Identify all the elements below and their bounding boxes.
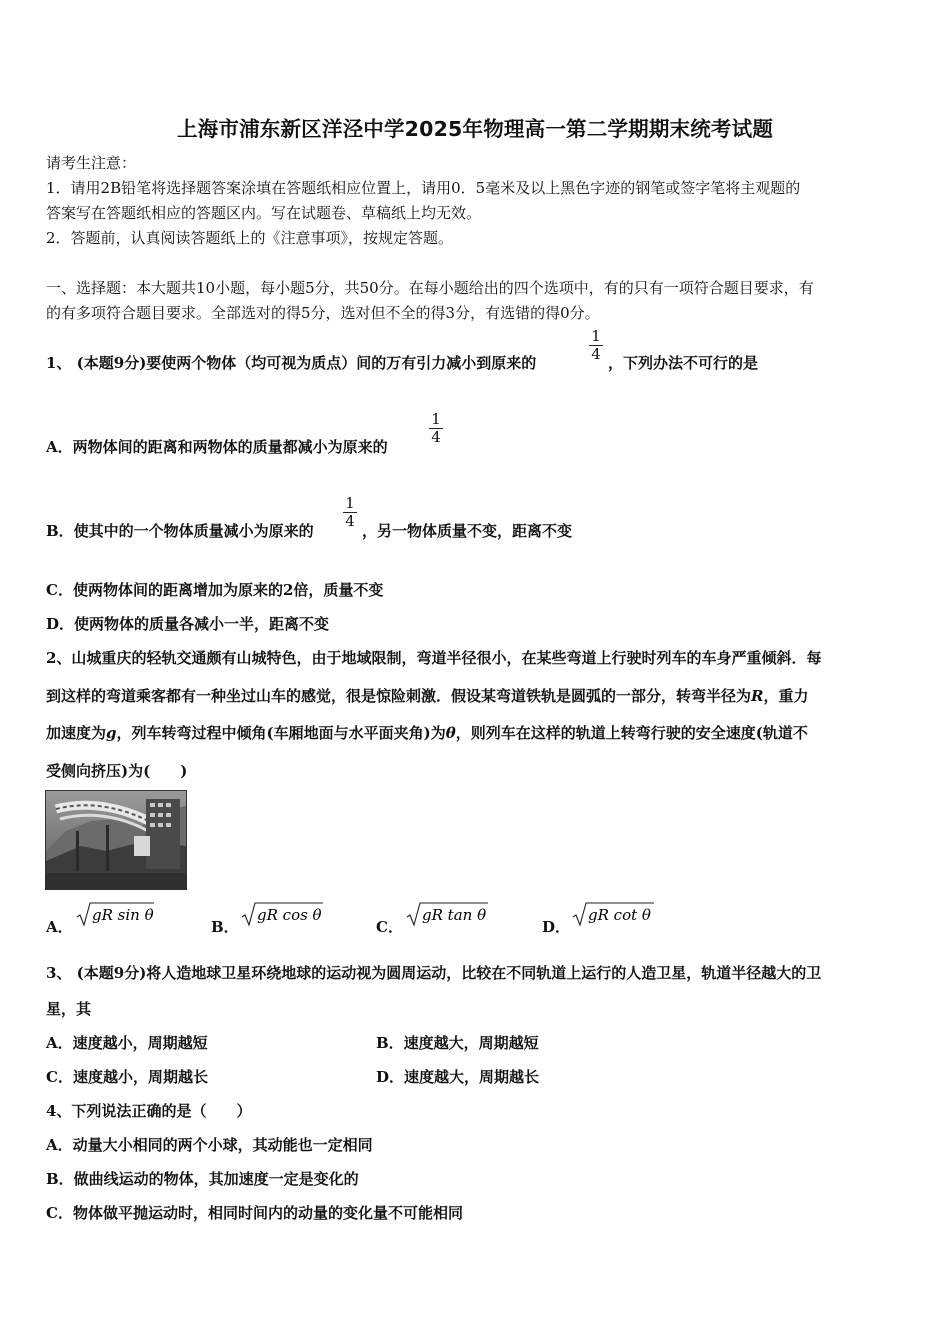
- q2-line-3-tail: ，则列车在这样的轨道上转弯行驶的安全速度(轨道不: [455, 724, 808, 742]
- q1-option-b-fraction: [342, 495, 358, 530]
- notice-line-1b: 答案写在答题纸相应的答题区内。写在试题卷、草稿纸上均无效。: [46, 204, 482, 222]
- q1-option-c: C．使两物体间的距离增加为原来的2倍，质量不变: [46, 581, 384, 599]
- notice-heading: 请考生注意：: [46, 154, 137, 172]
- q2-option-d-label: D．: [542, 918, 571, 936]
- q1-stem-fraction: [588, 328, 604, 363]
- q2-line-2: [46, 685, 809, 706]
- fraction-denominator: 4: [345, 512, 355, 530]
- q4-option-c: C．物体做平抛运动时，相同时间内的动量的变化量不可能相同: [46, 1204, 463, 1222]
- q2-line-3-text: 加速度为: [46, 724, 107, 742]
- q2-option-c-formula: [406, 901, 490, 927]
- section-intro-line-2: 的有多项符合题目要求。全部选对的得5分，选对但不全的得3分，有选错的得0分。: [46, 304, 600, 322]
- q2-line-4: 受侧向挤压)为( ): [46, 762, 188, 780]
- var-R: R: [751, 687, 764, 705]
- q4-option-a: A．动量大小相同的两个小球，其动能也一定相同: [46, 1136, 373, 1154]
- var-g: g: [106, 724, 117, 742]
- q3-option-a: A．速度越小，周期越短: [46, 1034, 208, 1052]
- q2-option-b-formula: [241, 901, 325, 927]
- q2-line-2-tail: ，重力: [763, 687, 809, 705]
- fraction-denominator: 4: [591, 345, 601, 363]
- q1-option-b-tail: ，另一物体质量不变，距离不变: [362, 522, 573, 540]
- fraction-numerator: 1: [345, 494, 355, 512]
- monorail-photo: [45, 790, 187, 890]
- q2-option-a-expr: gR sin θ: [92, 906, 154, 924]
- q2-option-a-label: A．: [46, 918, 73, 936]
- q2-option-c-expr: gR tan θ: [422, 906, 487, 924]
- notice-line-2: 2．答题前，认真阅读答题纸上的《注意事项》，按规定答题。: [46, 229, 454, 247]
- q2-line-1: 2、山城重庆的轻轨交通颇有山城特色，由于地域限制，弯道半径很小，在某些弯道上行驶时列车的车身严重倾斜．每: [46, 649, 822, 667]
- q1-stem-text: 1、 (本题9分)要使两个物体（均可视为质点）间的万有引力减小到原来的: [46, 354, 537, 372]
- q2-option-b-expr: gR cos θ: [257, 906, 322, 924]
- q3-option-d: D．速度越大，周期越长: [376, 1068, 540, 1086]
- q1-stem-tail: ，下列办法不可行的是: [608, 354, 759, 372]
- q2-option-b-label: B．: [211, 918, 239, 936]
- q2-line-2-text: 到这样的弯道乘客都有一种坐过山车的感觉，很是惊险刺激．假设某弯道铁轨是圆弧的一部分，转弯半径为: [46, 687, 752, 705]
- q1-stem: [46, 352, 536, 373]
- q3-line-1: 3、 (本题9分)将人造地球卫星环绕地球的运动视为圆周运动，比较在不同轨道上运行的人造卫星，轨道半径越大的卫: [46, 964, 822, 982]
- fraction-numerator: 1: [431, 410, 441, 428]
- q1-option-a: A．两物体间的距离和两物体的质量都减小为原来的: [46, 438, 388, 456]
- q2-line-3-mid: ，列车转弯过程中倾角(车厢地面与水平面夹角)为: [116, 724, 446, 742]
- q1-option-b: B．使其中的一个物体质量减小为原来的: [46, 522, 314, 540]
- q3-option-b: B．速度越大，周期越短: [376, 1034, 539, 1052]
- q4-option-b: B．做曲线运动的物体，其加速度一定是变化的: [46, 1170, 359, 1188]
- notice-line-1a: 1．请用2B铅笔将选择题答案涂填在答题纸相应位置上，请用0．5毫米及以上黑色字迹的钢笔或签字笔将主观题的: [46, 179, 801, 197]
- q2-option-a-formula: [76, 901, 156, 927]
- section-intro-line-1: 一、选择题：本大题共10小题，每小题5分，共50分。在每小题给出的四个选项中，有的只有一项符合题目要求，有: [46, 279, 814, 297]
- q3-line-2: 星，其: [46, 1000, 92, 1018]
- monorail-photo-graphic: [46, 791, 186, 889]
- fraction-denominator: 4: [431, 428, 441, 446]
- var-theta: θ: [445, 724, 456, 742]
- q2-option-c-label: C．: [376, 918, 403, 936]
- page-title: 上海市浦东新区洋泾中学2025年物理高一第二学期期末统考试题: [176, 117, 774, 141]
- q4-stem: 4、下列说法正确的是（ ）: [46, 1102, 252, 1120]
- q1-option-a-fraction: [428, 411, 444, 446]
- fraction-numerator: 1: [591, 327, 601, 345]
- q1-option-d: D．使两物体的质量各减小一半，距离不变: [46, 615, 330, 633]
- q3-option-c: C．速度越小，周期越长: [46, 1068, 208, 1086]
- q2-option-d-formula: [572, 901, 656, 927]
- q2-option-d-expr: gR cot θ: [588, 906, 651, 924]
- q2-line-3: [46, 722, 808, 743]
